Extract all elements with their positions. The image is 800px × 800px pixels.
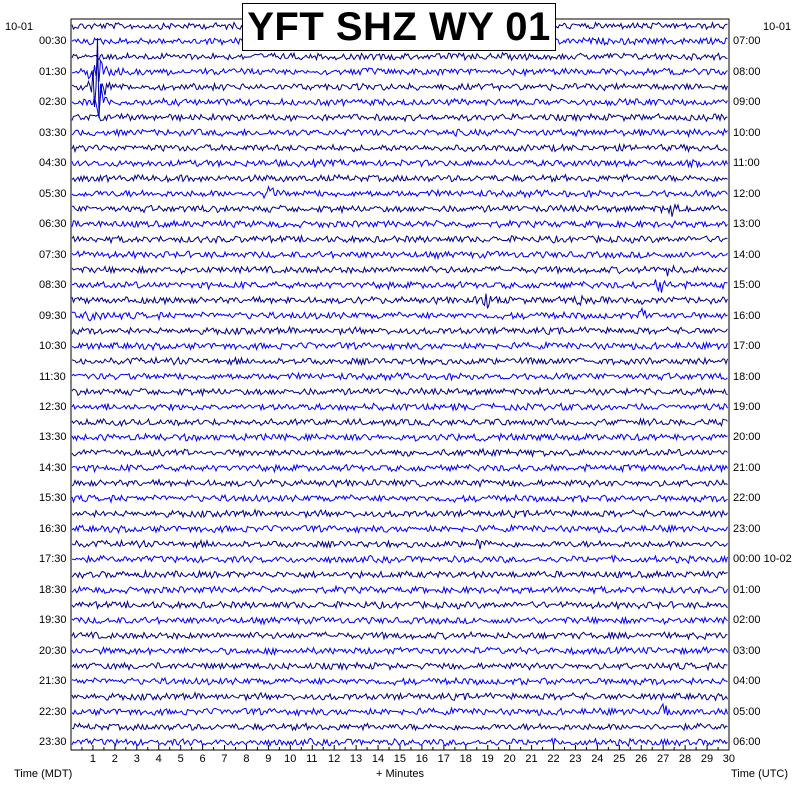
left-time-label: 06:30 [39,218,67,231]
right-time-label: 16:00 [733,309,761,322]
right-time-label: 14:00 [733,248,761,261]
left-time-label: 00:30 [39,35,67,48]
x-tick-label: 9 [265,753,272,765]
right-axis-label: Time (UTC) [731,768,789,780]
x-tick-label: 7 [221,753,228,765]
left-time-label: 04:30 [39,157,67,170]
left-time-label: 02:30 [39,96,67,109]
x-tick-label: 29 [700,753,714,765]
x-tick-label: 27 [657,753,670,765]
x-tick-label: 3 [133,753,140,765]
right-time-label: 22:00 [733,492,761,505]
left-time-label: 10:30 [39,340,67,353]
x-tick-label: 25 [613,753,626,765]
x-tick-label: 26 [635,753,648,765]
right-time-label: 11:00 [733,157,760,170]
x-tick-label: 21 [525,753,538,765]
x-tick-label: 10 [284,753,297,765]
left-time-label: 08:30 [39,279,67,292]
right-time-label: 23:00 [733,522,761,535]
left-time-label: 01:30 [39,65,67,78]
left-time-label: 12:30 [39,401,67,413]
x-tick-label: 19 [481,753,494,765]
x-tick-label: 12 [328,753,341,765]
right-time-label: 08:00 [733,65,761,78]
right-time-label: 17:00 [733,340,761,353]
x-tick-label: 24 [591,753,604,765]
left-time-label: 20:30 [39,644,67,657]
left-time-label: 13:30 [39,431,67,444]
left-time-label: 19:30 [39,614,67,627]
left-date-label: 10-01 [5,21,34,33]
x-tick-label: 5 [177,753,184,765]
left-time-label: 16:30 [39,522,67,535]
x-tick-label: 23 [569,753,582,765]
right-time-label: 18:00 [733,370,761,383]
x-tick-label: 1 [89,753,96,765]
right-time-label: 02:00 [733,614,761,627]
x-tick-label: 15 [393,753,407,765]
x-tick-label: 2 [111,753,118,765]
x-tick-label: 28 [678,753,692,765]
x-tick-label: 16 [415,753,428,765]
right-date-label: 10-01 [763,21,792,33]
right-time-label: 03:00 [733,644,761,657]
right-time-label: 06:00 [733,736,761,749]
right-time-label: 04:00 [733,675,761,688]
left-time-label: 05:30 [39,187,67,200]
right-time-label: 01:00 [733,583,761,596]
left-time-label: 07:30 [39,248,67,261]
right-time-label: 10:00 [733,126,761,139]
x-tick-label: 6 [199,753,206,765]
left-time-label: 22:30 [39,705,67,718]
left-time-label: 09:30 [39,309,67,322]
left-time-label: 15:30 [39,492,67,505]
right-time-label: 12:00 [733,187,761,200]
right-time-label: 20:00 [733,431,761,444]
x-axis-label: + Minutes [376,768,424,780]
x-tick-label: 20 [503,753,516,765]
chart-title: YFT SHZ WY 01 [242,3,556,51]
left-time-label: 17:30 [39,553,67,566]
x-tick-label: 17 [437,753,450,765]
x-tick-label: 22 [547,753,560,765]
right-time-label: 00:00 10-02 [733,553,792,566]
right-time-label: 09:00 [733,96,761,109]
x-tick-label: 13 [349,753,363,765]
left-time-label: 14:30 [39,461,67,474]
left-time-label: 18:30 [39,583,67,596]
left-time-label: 21:30 [39,675,67,688]
left-axis-label: Time (MDT) [14,768,73,780]
x-tick-label: 8 [243,753,250,765]
plot-frame [71,19,729,750]
x-tick-label: 18 [459,753,472,765]
right-time-label: 07:00 [733,35,761,48]
right-time-label: 05:00 [733,705,761,718]
right-time-label: 15:00 [733,279,761,292]
left-time-label: 03:30 [39,126,67,139]
left-time-label: 23:30 [39,736,67,749]
right-time-label: 21:00 [733,461,761,474]
right-time-label: 13:00 [733,218,761,231]
x-tick-label: 30 [722,753,736,765]
right-time-label: 19:00 [733,401,761,413]
x-tick-label: 14 [371,753,385,765]
x-tick-label: 11 [306,753,318,765]
x-tick-label: 4 [155,753,162,765]
left-time-label: 11:30 [39,370,66,383]
